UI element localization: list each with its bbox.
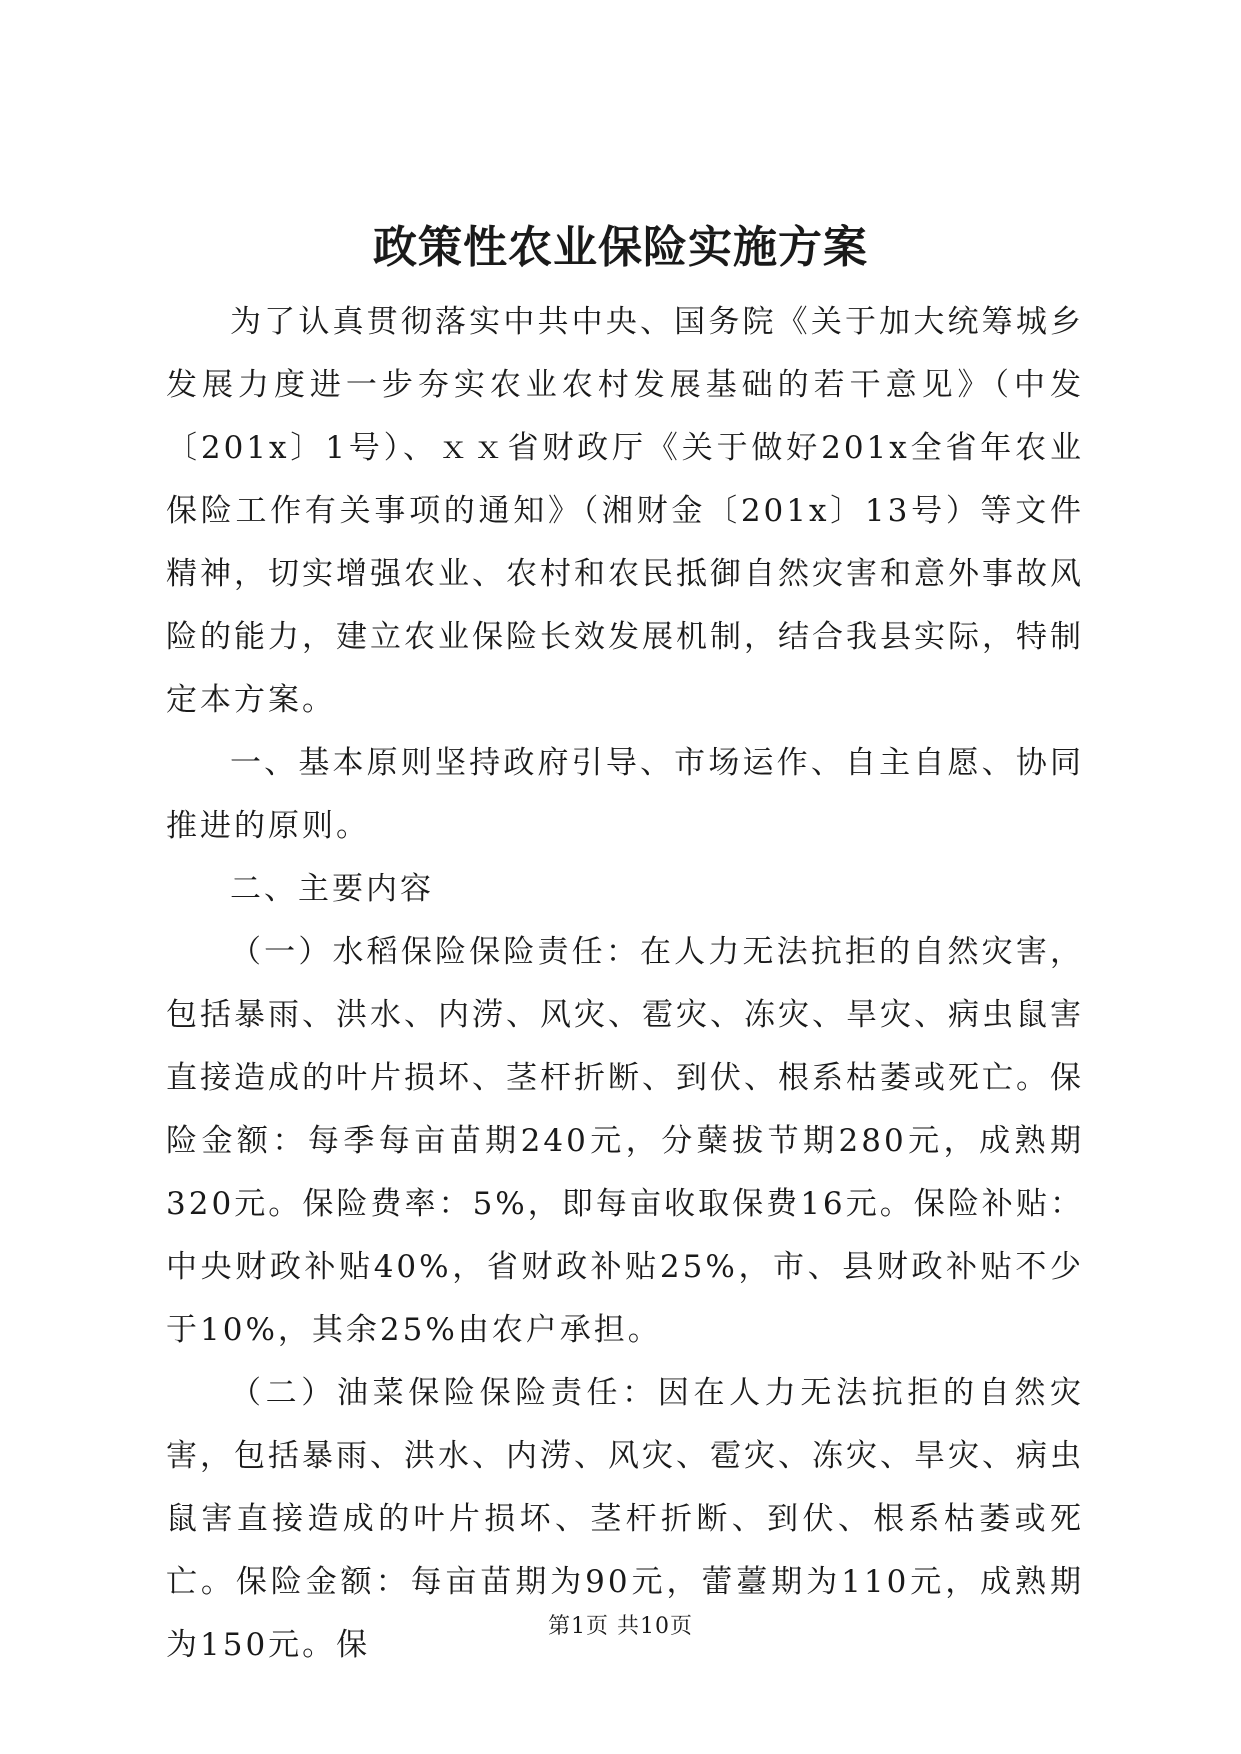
paragraph-principle: 一、基本原则坚持政府引导、市场运作、自主自愿、协同推进的原则。 xyxy=(166,745,1084,844)
paragraph-rapeseed-insurance: （二）油菜保险保险责任：因在人力无法抗拒的自然灾害，包括暴雨、洪水、内涝、风灾、雹灾、冻灾、旱灾、病虫鼠害直接造成的叶片损坏、茎杆折断、到伏、根系枯萎或死亡。保险金额：每亩苗期为90元，蕾薹期为110元，成熟期为150元。保 xyxy=(166,1375,1084,1663)
paragraph-section-heading: 二、主要内容 xyxy=(230,871,434,907)
page-title: 政策性农业保险实施方案 xyxy=(373,222,868,273)
paragraph-rice-insurance: （一）水稻保险保险责任：在人力无法抗拒的自然灾害，包括暴雨、洪水、内涝、风灾、雹灾、冻灾、旱灾、病虫鼠害直接造成的叶片损坏、茎杆折断、到伏、根系枯萎或死亡。保险金额：每季每亩苗期240元，分蘖拔节期280元，成熟期320元。保险费率：5%，即每亩收取保费16元。保险补贴：中央财政补贴40%，省财政补贴25%，市、县财政补贴不少于10%，其余25%由农户承担。 xyxy=(166,934,1084,1348)
paragraph-intro: 为了认真贯彻落实中共中央、国务院《关于加大统筹城乡发展力度进一步夯实农业农村发展基础的若干意见》（中发〔201x〕1号）、ｘｘ省财政厅《关于做好201x全省年农业保险工作有关事项的通知》（湘财金〔201x〕13号）等文件精神，切实增强农业、农村和农民抵御自然灾害和意外事故风险的能力，建立农业保险长效发展机制，结合我县实际，特制定本方案。 xyxy=(166,304,1084,718)
page-footer: 第1页 共10页 xyxy=(548,1614,693,1639)
document-body xyxy=(166,291,1084,1677)
